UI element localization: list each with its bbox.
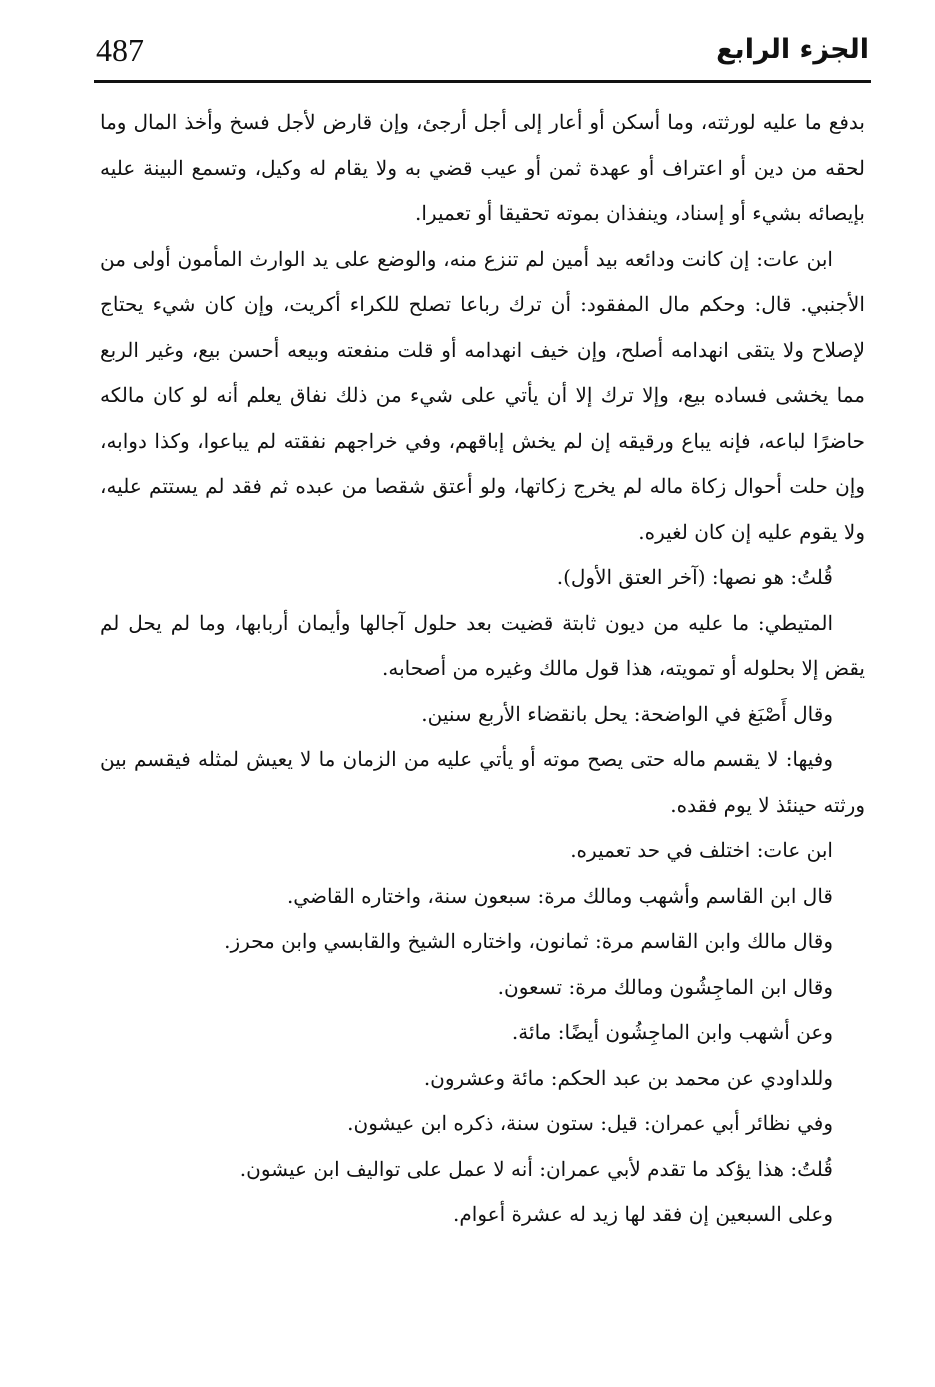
paragraph-seventy: قال ابن القاسم وأشهب ومالك مرة: سبعون سنة، واختاره القاضي.: [286, 883, 833, 908]
paragraph-ibn-at-tamir: ابن عات: اختلف في حد تعميره.: [570, 838, 833, 862]
paragraph-ninety: وقال ابن الماجِشُون ومالك مرة: تسعون.: [497, 974, 833, 999]
paragraph-hundred-twenty: وللداودي عن محمد بن عبد الحكم: مائة وعشرون.: [423, 1065, 833, 1090]
running-header-title: الجزء الرابع: [716, 34, 869, 65]
page-number: 487: [96, 32, 144, 68]
paragraph-continuation: بدفع ما عليه لورثته، وما أسكن أو أعار إلى أجل أرجئ، وإن قارض لأجل فسخ وأخذ المال وما لحقه من دين أو اعتراف أو عهدة ثمن أو عيب قضي به ولا يقام له وكيل، وتسمع البينة عليه بإيصائه بشيء أو إسناد، وينفذان بموته تحقيقا أو تعميرا.: [100, 110, 865, 225]
paragraph-qultu-ibn-ayshun: قُلتُ: هذا يؤكد ما تقدم لأبي عمران: أنه لا عمل على تواليف ابن عيشون.: [239, 1156, 833, 1181]
paragraph-sixty: وفي نظائر أبي عمران: قيل: ستون سنة، ذكره ابن عيشون.: [347, 1111, 833, 1135]
paragraph-hundred: وعن أشهب وابن الماجِشُون أيضًا: مائة.: [511, 1020, 833, 1044]
header-rule: [94, 80, 871, 83]
paragraph-ibn-at-deposits: ابن عات: إن كانت ودائعه بيد أمين لم تنزع منه، والوضع على يد الوارث المأمون أولى من الأجنبي. قال: وحكم مال المفقود: أن ترك رباعا تصلح للكراء أكريت، وإن كان شيء يحتاج لإصلاح ولا يتقى انهدامه أصلح، وإن خيف انهدامه أو قلت منفعته وبيعه أحسن بيع، وغير الربع مما يخشى فساده بيع، وإلا ترك إلا أن يأتي على شيء من ذلك نفاق يعلم أنه لو كان مالكه حاضرًا لباعه، فإنه يباع ورقيقه إن لم يخش إباقهم، وفي خراجهم نفقته لم يباعوا، وكذا دوابه، وإن حلت أحوال زكاة ماله لم يخرج زكاتها، ولو أعتق شقصا من عبده ثم فقد لم يستتم عليه، ولا يقوم عليه إن كان لغيره.: [100, 246, 865, 544]
paragraph-eighty: وقال مالك وابن القاسم مرة: ثمانون، واختاره الشيخ والقابسي وابن محرز.: [224, 929, 833, 953]
paragraph-ten-years: وعلى السبعين إن فقد لها زيد له عشرة أعوام.: [453, 1202, 833, 1226]
paragraph-fiha: وفيها: لا يقسم ماله حتى يصح موته أو يأتي عليه من الزمان ما لا يعيش لمثله فيقسم بين ورثته حينئذ لا يوم فقده.: [100, 747, 865, 817]
body-text: [100, 100, 865, 1238]
paragraph-qultu-nass: قُلتُ: هو نصها: (آخر العتق الأول).: [556, 565, 833, 589]
paragraph-asbagh: وقال أَصْبَغ في الواضحة: يحل بانقضاء الأربع سنين.: [421, 701, 833, 726]
paragraph-mutaiti: المتيطي: ما عليه من ديون ثابتة قضيت بعد حلول آجالها وأيمان أربابها، وما لم يحل لم يقض إلا بحلوله أو تمويته، هذا قول مالك وغيره من أصحابه.: [100, 610, 865, 680]
